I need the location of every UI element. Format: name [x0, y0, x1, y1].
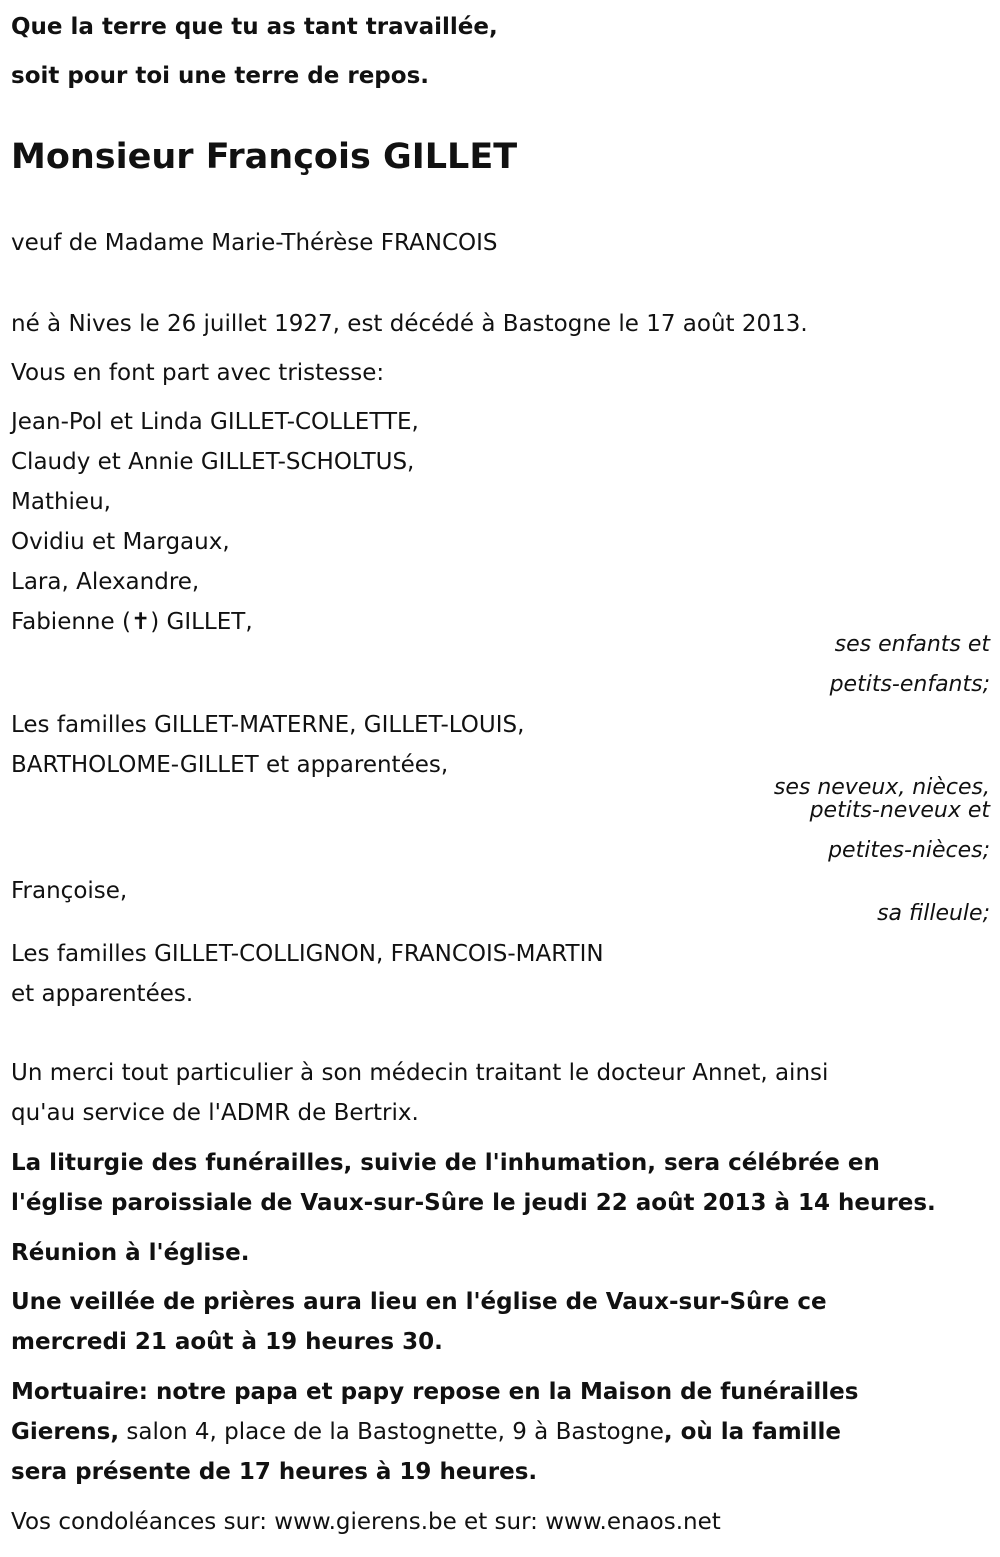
families-1-line: Les familles GILLET-MATERNE, GILLET-LOUIS, — [11, 712, 525, 738]
children-item: Claudy et Annie GILLET-SCHOLTUS, — [11, 449, 415, 475]
children-role-line: petits-enfants; — [829, 672, 990, 697]
vigil-line: mercredi 21 août à 19 heures 30. — [11, 1329, 443, 1355]
children-item: Lara, Alexandre, — [11, 569, 200, 595]
meeting-line: Réunion à l'église. — [11, 1240, 250, 1266]
deceased-name: Monsieur François GILLET — [11, 137, 518, 177]
families-2-line: et apparentées. — [11, 981, 194, 1007]
families-1-role-line: petits-neveux et — [809, 798, 990, 823]
children-item: Ovidiu et Margaux, — [11, 529, 230, 555]
vigil-line: Une veillée de prières aura lieu en l'église de Vaux-sur-Sûre ce — [11, 1289, 827, 1315]
liturgy-line: La liturgie des funérailles, suivie de l'inhumation, sera célébrée en — [11, 1150, 880, 1176]
families-1-line: BARTHOLOME-GILLET et apparentées, — [11, 752, 449, 778]
goddaughter-role: sa filleule; — [877, 901, 990, 926]
birth-death-line: né à Nives le 26 juillet 1927, est décédé à Bastogne le 17 août 2013. — [11, 311, 808, 337]
widow-of-line: veuf de Madame Marie-Thérèse FRANCOIS — [11, 230, 498, 256]
mortuary-line-1: Mortuaire: notre papa et papy repose en la Maison de funérailles — [11, 1379, 859, 1405]
condolences-line: Vos condoléances sur: www.gierens.be et sur: www.enaos.net — [11, 1509, 721, 1535]
children-role-line: ses enfants et — [834, 632, 990, 657]
mortuary-venue-name: Gierens, — [11, 1419, 120, 1445]
families-2-line: Les familles GILLET-COLLIGNON, FRANCOIS-MARTIN — [11, 941, 604, 967]
epigraph-line-2: soit pour toi une terre de repos. — [11, 63, 429, 89]
mortuary-family-text: , où la famille — [663, 1419, 841, 1445]
liturgy-line: l'église paroissiale de Vaux-sur-Sûre le jeudi 22 août 2013 à 14 heures. — [11, 1190, 936, 1216]
mortuary-line-3: sera présente de 17 heures à 19 heures. — [11, 1459, 538, 1485]
thanks-line: Un merci tout particulier à son médecin traitant le docteur Annet, ainsi — [11, 1060, 829, 1086]
epigraph-line-1: Que la terre que tu as tant travaillée, — [11, 14, 498, 40]
thanks-line: qu'au service de l'ADMR de Bertrix. — [11, 1100, 419, 1126]
mortuary-line-2 — [11, 1417, 841, 1447]
announcement-intro: Vous en font part avec tristesse: — [11, 360, 385, 386]
families-1-role-line: ses neveux, nièces, — [773, 775, 990, 800]
children-item: Jean-Pol et Linda GILLET-COLLETTE, — [11, 409, 419, 435]
families-1-role-line: petites-nièces; — [828, 838, 990, 863]
children-item: Mathieu, — [11, 489, 111, 515]
mortuary-address: salon 4, place de la Bastognette, 9 à Bastogne — [119, 1419, 664, 1445]
children-item: Fabienne (✝) GILLET, — [11, 609, 253, 635]
goddaughter-name: Françoise, — [11, 878, 128, 904]
